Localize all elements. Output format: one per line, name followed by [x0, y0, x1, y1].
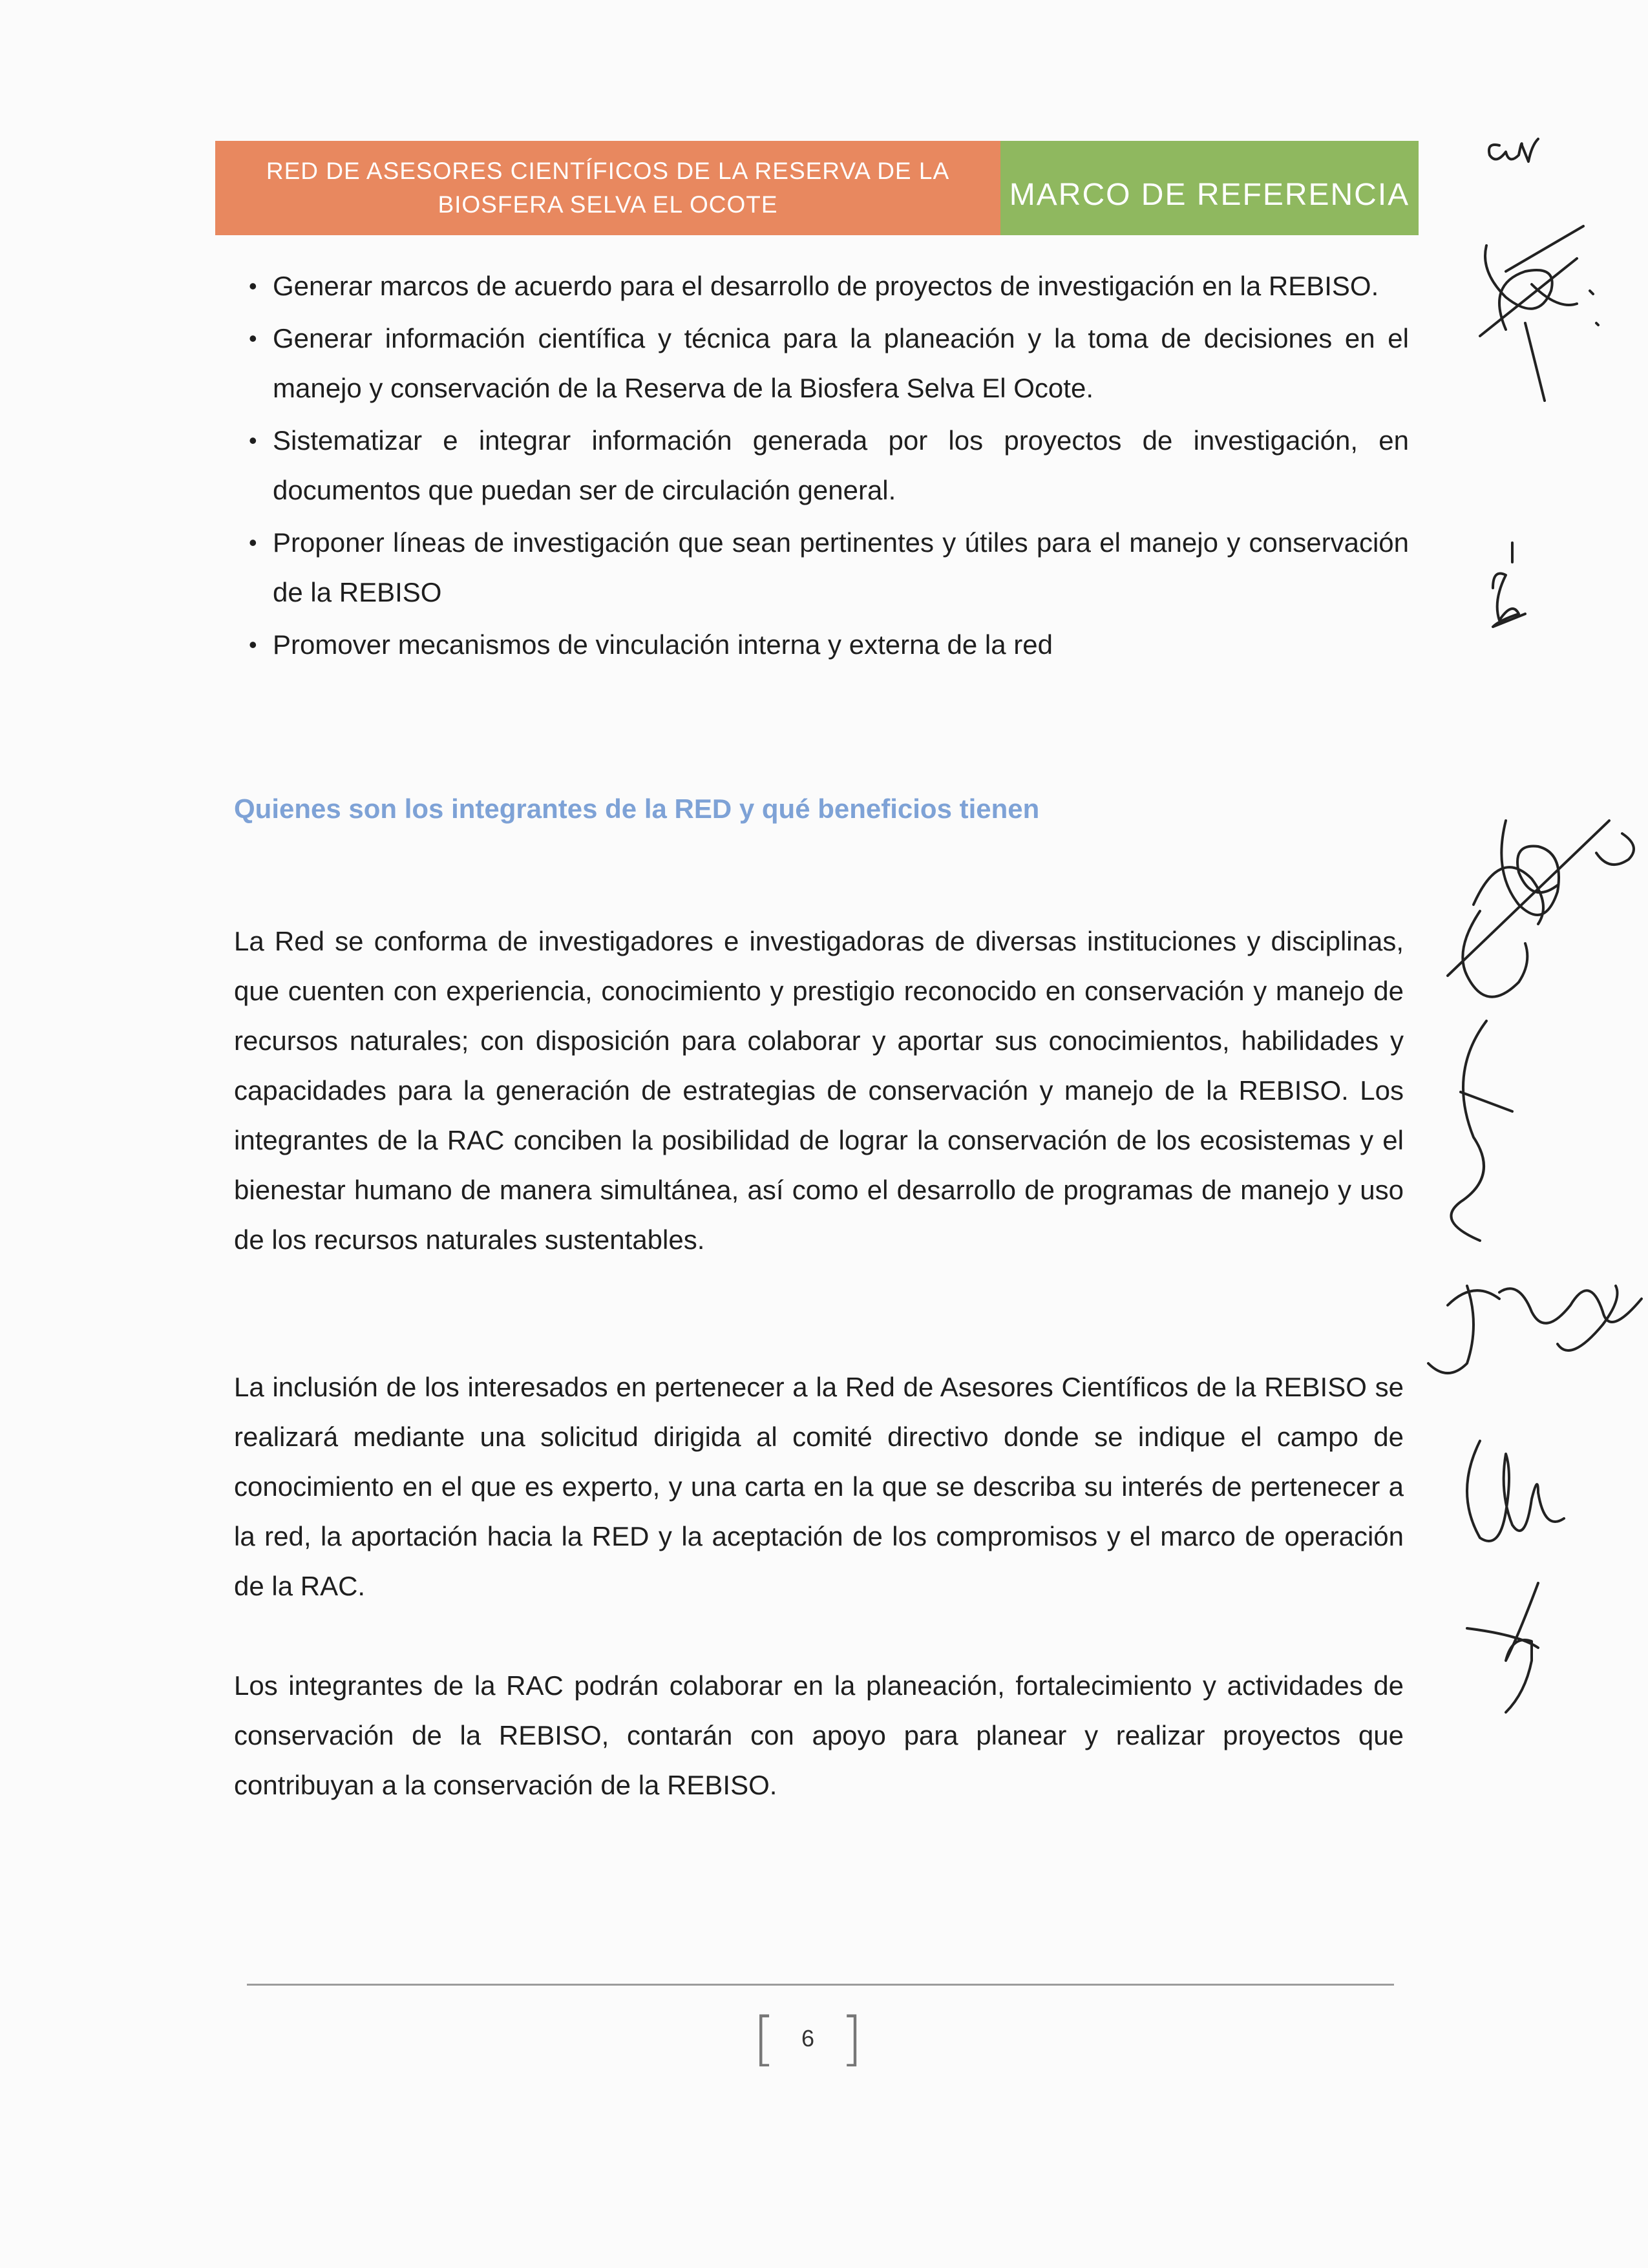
bullet-icon: •	[249, 529, 257, 556]
signature-5-icon	[1451, 1021, 1512, 1241]
bullet-icon: •	[249, 273, 257, 299]
signature-1-icon	[1489, 139, 1538, 162]
signature-6-icon	[1428, 1286, 1642, 1373]
list-item-text: Proponer líneas de investigación que sean pertinentes y útiles para el manejo y conservación de la REBISO	[273, 527, 1409, 607]
list-item	[246, 261, 1409, 311]
list-item	[246, 415, 1409, 515]
list-item	[246, 620, 1409, 669]
section-heading: Quienes son los integrantes de la RED y qué beneficios tienen	[234, 793, 1040, 824]
list-item-text: Sistematizar e integrar información generada por los proyectos de investigación, en documentos que puedan ser de circulación general.	[273, 425, 1409, 505]
list-item	[246, 518, 1409, 617]
bullet-icon: •	[249, 427, 257, 454]
paragraph-network-composition: La Red se conforma de investigadores e investigadoras de diversas instituciones y disciplinas, que cuenten con experiencia, conocimiento y prestigio reconocido en conservación y manejo de recursos naturales; con disposición para colaborar y aportar sus conocimientos, habilidades y capacidades para la generación de estrategias de conservación y manejo de la REBISO. Los integrantes de la RAC conciben la posibilidad de lograr la conservación de los ecosistemas y el bienestar humano de manera simultánea, así como el desarrollo de programas de manejo y uso de los recursos naturales sustentables.	[234, 926, 1404, 1255]
objectives-list	[246, 261, 1409, 672]
right-bracket-icon: ]	[840, 2004, 863, 2073]
header-section-title: MARCO DE REFERENCIA	[1000, 141, 1419, 235]
page-number-box	[743, 2003, 872, 2074]
signature-4-icon	[1448, 821, 1634, 997]
bullet-icon: •	[249, 325, 257, 352]
signature-3-icon	[1493, 543, 1525, 627]
list-item-text: Generar marcos de acuerdo para el desarrollo de proyectos de investigación en la REBISO.	[273, 271, 1379, 301]
list-item-text: Promover mecanismos de vinculación interna y externa de la red	[273, 629, 1053, 660]
left-bracket-icon: [	[752, 2004, 776, 2073]
paragraph-member-benefits: Los integrantes de la RAC podrán colaborar en la planeación, fortalecimiento y actividades de conservación de la REBISO, contarán con apoyo para planear y realizar proyectos que contribuyan a la conservación de la REBISO.	[234, 1670, 1404, 1800]
margin-signatures	[1409, 78, 1648, 1790]
signature-8-icon	[1467, 1583, 1538, 1712]
bullet-icon: •	[249, 631, 257, 658]
list-item-text: Generar información científica y técnica para la planeación y la toma de decisiones en el manejo y conservación de la Reserva de la Biosfera Selva El Ocote.	[273, 323, 1409, 403]
paragraph-membership-inclusion: La inclusión de los interesados en pertenecer a la Red de Asesores Científicos de la REBISO se realizará mediante una solicitud dirigida al comité directivo donde se indique el campo de conocimiento en el que es experto, y una carta en la que se describa su interés de pertenecer a la red, la aportación hacia la RED y la aceptación de los compromisos y el marco de operación de la RAC.	[234, 1372, 1404, 1601]
signature-7-icon	[1467, 1441, 1564, 1541]
list-item	[246, 313, 1409, 413]
footer-divider	[247, 1984, 1394, 1986]
header-band	[215, 141, 1419, 235]
page-number: 6	[801, 2025, 815, 2052]
header-organization-title: RED DE ASESORES CIENTÍFICOS DE LA RESERVA DE LA BIOSFERA SELVA EL OCOTE	[215, 141, 1000, 235]
signature-2-icon	[1480, 226, 1598, 401]
